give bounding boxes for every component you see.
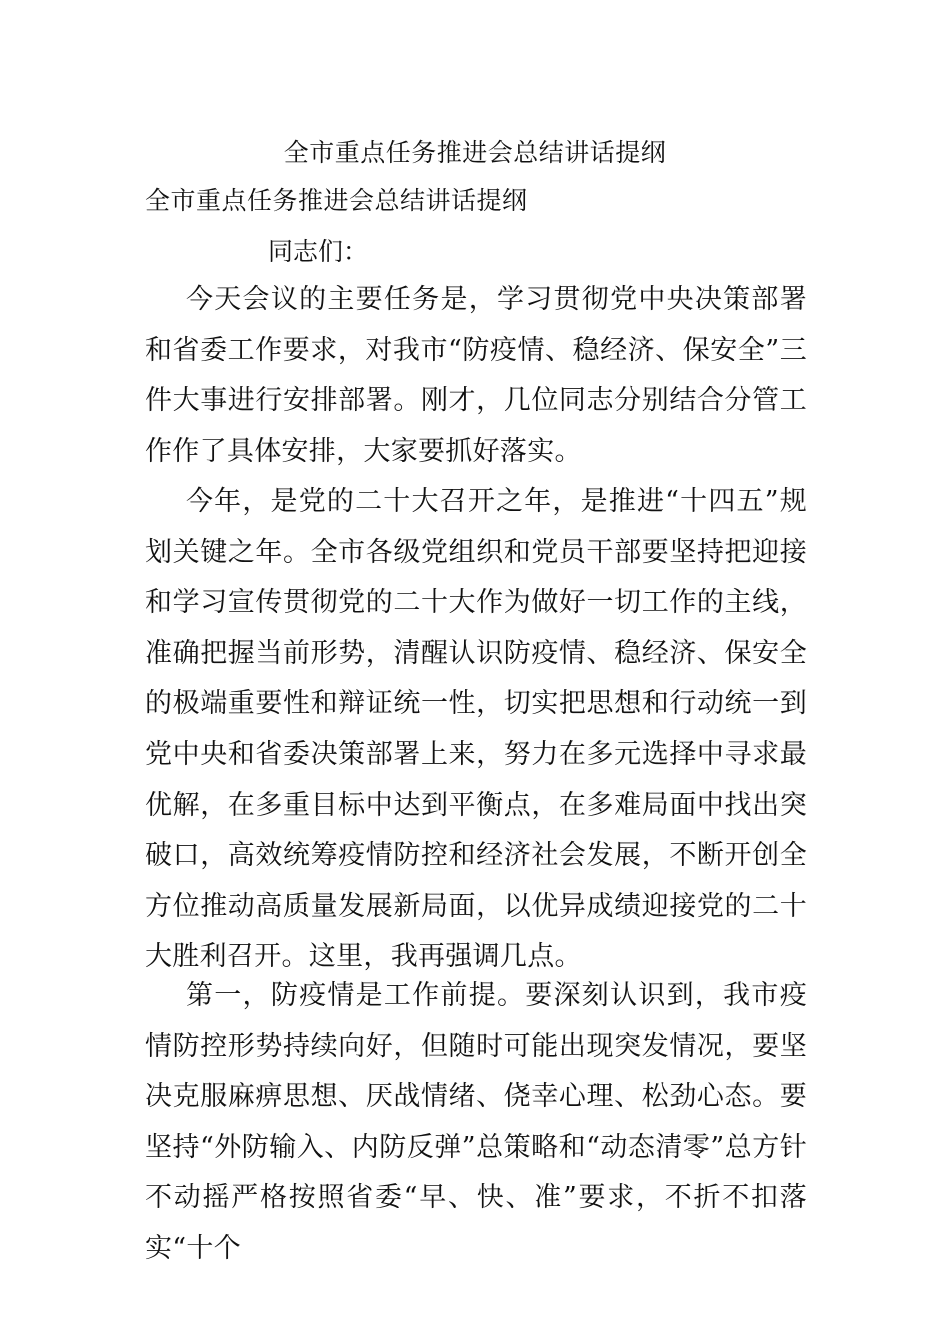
document-subtitle: 全市重点任务推进会总结讲话提纲 — [145, 186, 528, 215]
paragraph-3: 第一，防疫情是工作前提。要深刻认识到，我市疫情防控形势持续向好，但随时可能出现突发情况，要坚决克服麻痹思想、厌战情绪、侥幸心理、松劲心态。要坚持“外防输入、内防反弹”总策略和“动态清零”总方针不动摇严格按照省委“早、快、准”要求，不折不扣落实“十个 — [145, 980, 807, 1264]
greeting: 同志们： — [268, 237, 369, 266]
paragraph-2: 今年，是党的二十大召开之年，是推进“十四五”规划关键之年。全市各级党组织和党员干部要坚持把迎接和学习宣传贯彻党的二十大作为做好一切工作的主线，准确把握当前形势，清醒认识防疫情、稳经济、保安全的极端重要性和辩证统一性，切实把思想和行动统一到党中央和省委决策部署上来，努力在多元选择中寻求最优解，在多重目标中达到平衡点，在多难局面中找出突破口，高效统筹疫情防控和经济社会发展，不断开创全方位推动高质量发展新局面，以优异成绩迎接党的二十大胜利召开。这里，我再强调几点。 — [145, 486, 807, 973]
paragraph-1: 今天会议的主要任务是，学习贯彻党中央决策部署和省委工作要求，对我市“防疫情、稳经济、保安全”三件大事进行安排部署。刚才，几位同志分别结合分管工作作了具体安排，大家要抓好落实。 — [145, 284, 807, 467]
document-title: 全市重点任务推进会总结讲话提纲 — [283, 138, 667, 167]
